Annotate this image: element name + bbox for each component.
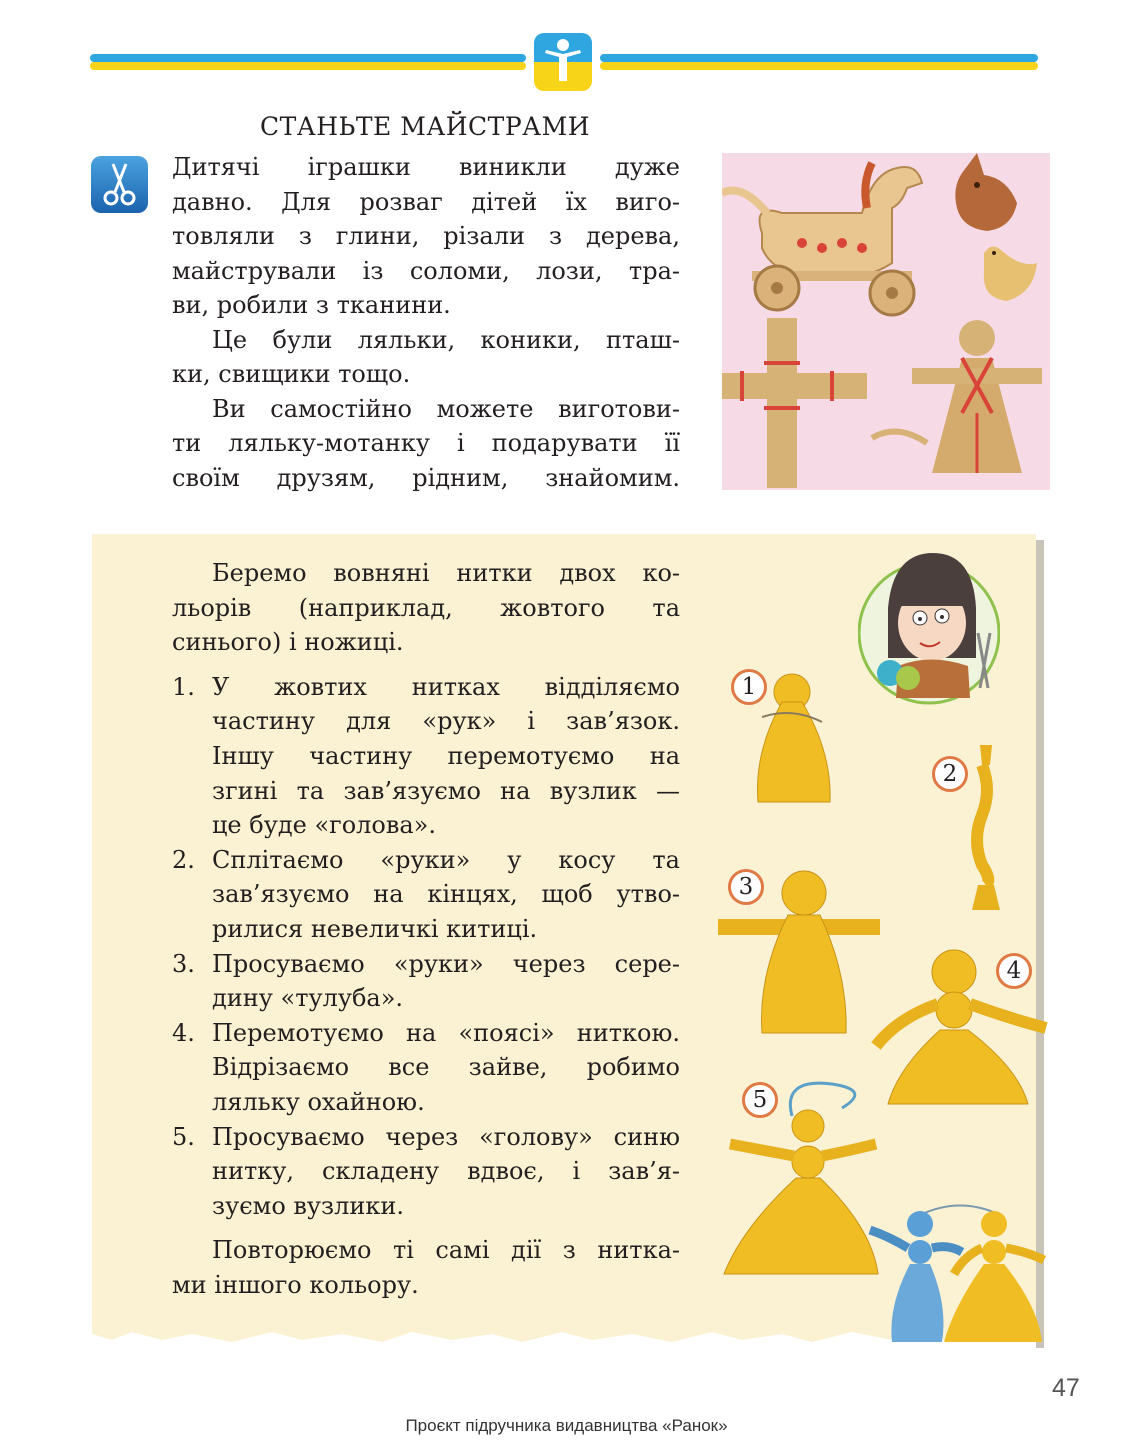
intro-line: Ви самостійно можете виготови- (212, 394, 680, 423)
step-line: нитку, складену вдвоє, і зав’я- (212, 1157, 680, 1186)
step-badge-5: 5 (742, 1082, 778, 1118)
step-line: Просуваємо «руки» через сере- (212, 949, 680, 978)
materials-line: Беремо вовняні нитки двох ко- (212, 559, 680, 587)
step-line: рилися невеличкі китиці. (212, 914, 538, 943)
final-line: Повторюємо ті самі дії з нитка- (212, 1236, 680, 1265)
intro-line: Це були ляльки, коники, пташ- (212, 325, 680, 354)
step-line: частину для «рук» і зав’язок. (212, 707, 680, 736)
step-number: 3. (172, 949, 195, 978)
header-stripe-right (600, 54, 1038, 70)
step-line: згині та зав’язуємо на вузлик — (212, 776, 680, 805)
intro-line: товляли з глини, різали з дерева, (172, 222, 680, 250)
materials-line: синього) і ножиці. (172, 628, 404, 657)
step-5 (172, 1120, 680, 1224)
step-number: 1. (172, 672, 195, 701)
step-number: 4. (172, 1018, 195, 1047)
wooden-horse-toy (722, 163, 922, 315)
intro-line: ки, свищики тощо. (172, 360, 411, 388)
girl-with-yarn-illustration (858, 548, 1000, 706)
intro-line: своїм друзям, рідним, знайомим. (172, 463, 680, 492)
intro-line: давно. Для розваг дітей їх виго- (172, 187, 680, 216)
step-3 (172, 947, 680, 1016)
step-4 (172, 1016, 680, 1120)
step-badge-1: 1 (731, 669, 767, 705)
step-badge-4: 4 (996, 953, 1032, 989)
page-number: 47 (1052, 1374, 1080, 1402)
step-number: 2. (172, 845, 195, 874)
step-line: зав’язуємо на кінцях, щоб утво- (212, 880, 680, 909)
step-line: це буде «голова». (212, 811, 436, 840)
straw-motanka-toy (872, 320, 1042, 473)
doll-step-2-braid-illustration (966, 745, 1006, 910)
child-figure-icon (534, 33, 592, 91)
step-line: У жовтих нитках відділяємо (212, 672, 680, 701)
straw-cross-toy (722, 318, 867, 488)
intro-line: ти ляльку-мотанку і подарувати її (172, 429, 680, 457)
intro-text (172, 150, 680, 495)
step-badge-2: 2 (932, 756, 968, 792)
step-line: Просуваємо через «голову» синю (212, 1122, 680, 1151)
step-number: 5. (172, 1122, 195, 1151)
intro-line: майстрували із соломи, лози, тра- (172, 256, 680, 285)
traditional-toys-illustration (722, 153, 1050, 490)
step-badge-3: 3 (728, 869, 764, 905)
materials-line: льорів (наприклад, жовтого та (172, 593, 680, 622)
final-line: ми іншого кольору. (172, 1270, 419, 1299)
header-stripe-left (90, 54, 526, 70)
step-2 (172, 843, 680, 947)
step-line: Відрізаємо все зайве, робимо (212, 1053, 680, 1082)
scissors-icon (91, 156, 148, 213)
step-line: Іншу частину перемотуємо на (212, 741, 680, 770)
step-line: дину «тулуба». (212, 984, 404, 1013)
step-line: Сплітаємо «руки» у косу та (212, 845, 680, 874)
instructions-text (172, 556, 680, 1302)
page-title: СТАНЬТЕ МАЙСТРАМИ (259, 112, 591, 141)
intro-line: ви, робили з тканини. (172, 291, 451, 319)
intro-line: Дитячі іграшки виникли дуже (172, 153, 680, 181)
step-line: зуємо вузлики. (212, 1191, 404, 1220)
step-line: Перемотуємо на «поясі» ниткою. (212, 1018, 680, 1047)
footer-note: Проєкт підручника видавництва «Ранок» (405, 1416, 728, 1435)
step-line: ляльку охайною. (212, 1087, 425, 1116)
step-1 (172, 670, 680, 843)
clay-bird-toy (984, 246, 1037, 301)
finished-dolls-pair-illustration (868, 1196, 1046, 1346)
clay-dog-toy (955, 153, 1017, 231)
